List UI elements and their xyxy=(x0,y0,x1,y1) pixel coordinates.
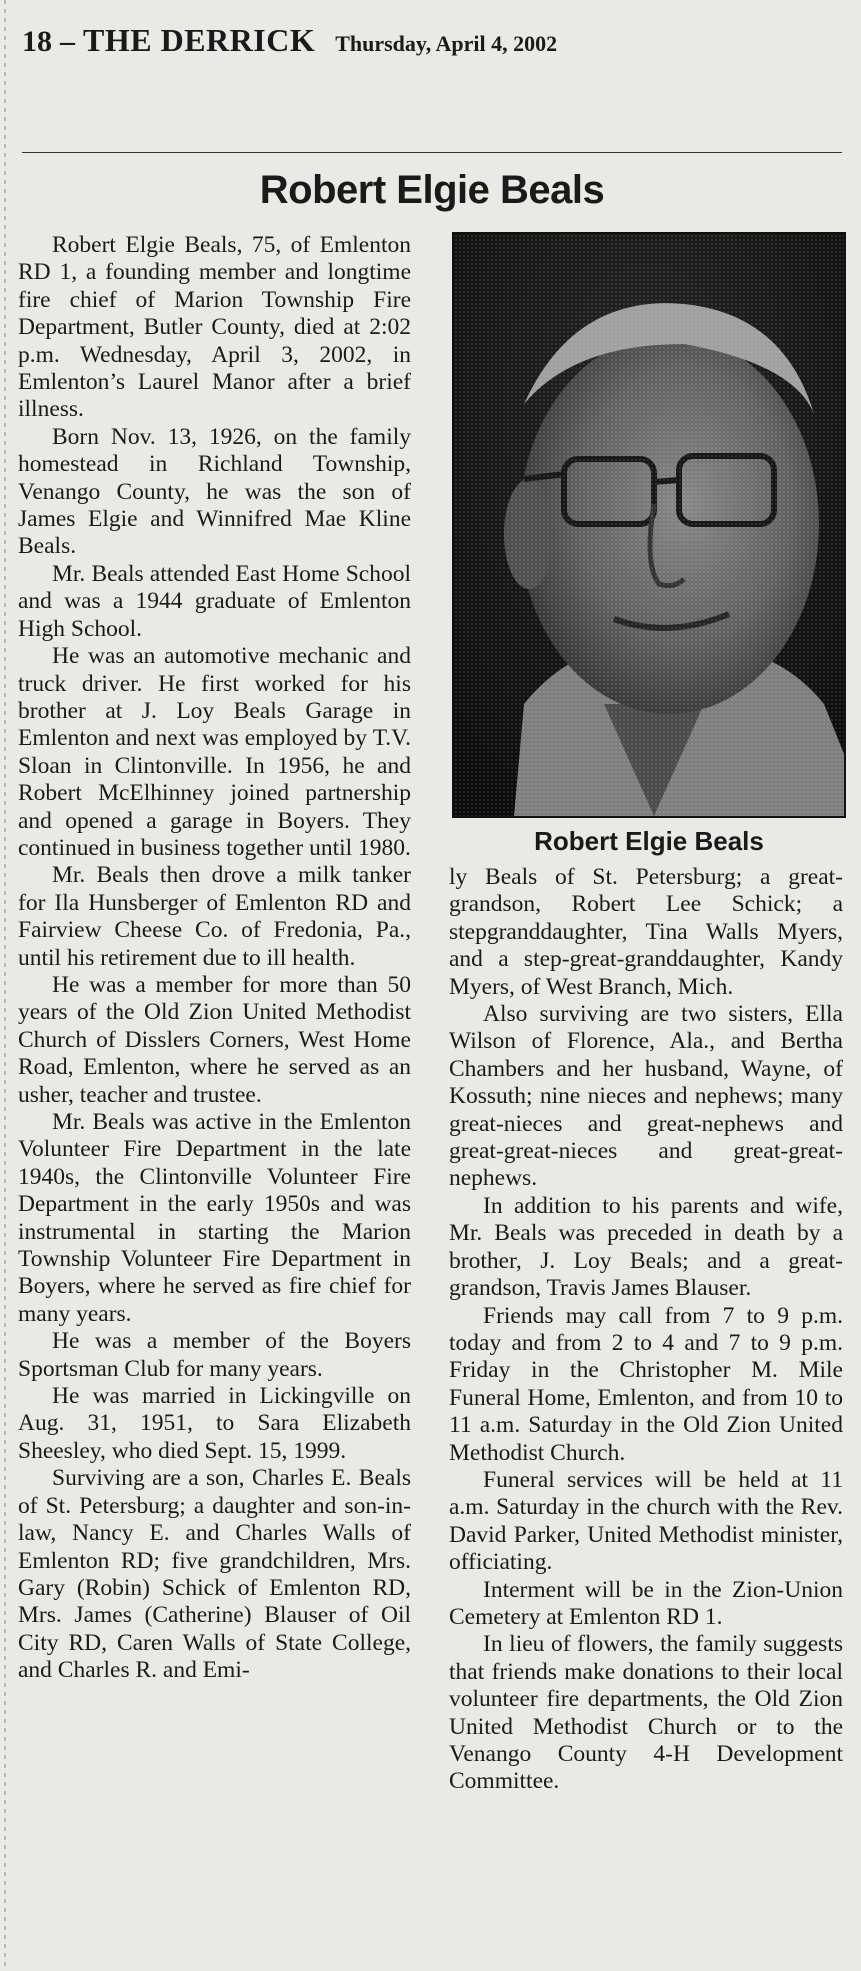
paragraph: He was married in Lickingville on Aug. 31, 1951, to Sara Elizabeth Sheesley, who died Sept. 15, 1999. xyxy=(18,1383,411,1464)
paragraph: In addition to his parents and wife, Mr. Beals was preceded in death by a brother, J. Loy Beals; and a great-grandson, Travis James Blauser. xyxy=(449,1192,843,1302)
header-rule xyxy=(22,152,842,153)
paragraph: He was a member for more than 50 years of the Old Zion United Methodist Church of Disslers Corners, West Home Road, Emlenton, where he served as an usher, teacher and trustee. xyxy=(18,971,411,1108)
paragraph: Surviving are a son, Charles E. Beals of St. Petersburg; a daughter and son-in-law, Nancy E. and Charles Walls of Emlenton RD; five grandchildren, Mrs. Gary (Robin) Schick of Emlenton RD, Mrs. James (Catherine) Blauser of Oil City RD, Caren Walls of State College, and Charles R. and Emi- xyxy=(18,1465,411,1684)
paragraph: Robert Elgie Beals, 75, of Emlenton RD 1, a founding member and longtime fire chief of Marion Township Fire Department, Butler County, died at 2:02 p.m. Wednesday, April 3, 2002, in Emlenton’s Laurel Manor after a brief illness. xyxy=(18,232,411,423)
article-headline: Robert Elgie Beals xyxy=(259,168,605,212)
photo-caption: Robert Elgie Beals xyxy=(534,826,764,856)
right-column xyxy=(449,864,843,1796)
left-column xyxy=(18,232,411,1685)
issue-date: Thursday, April 4, 2002 xyxy=(335,31,558,56)
paragraph: Mr. Beals then drove a milk tanker for Ila Hunsberger of Emlenton RD and Fairview Cheese Co. of Fredonia, Pa., until his retirement due to ill health. xyxy=(18,862,411,971)
page-number: 18 xyxy=(22,25,52,58)
newspaper-name: THE DERRICK xyxy=(83,22,316,58)
paragraph: Born Nov. 13, 1926, on the family homestead in Richland Township, Venango County, he was the son of James Elgie and Winnifred Mae Kline Beals. xyxy=(18,423,411,560)
masthead xyxy=(22,22,842,62)
scan-edge xyxy=(4,0,6,1971)
paragraph: Mr. Beals attended East Home School and was a 1944 graduate of Emlenton High School. xyxy=(18,560,411,642)
paragraph: He was an automotive mechanic and truck driver. He first worked for his brother at J. Loy Beals Garage in Emlenton and next was employed by T.V. Sloan in Clintonville. In 1956, he and Robert McElhinney joined partnership and opened a garage in Boyers. They continued in business together until 1980. xyxy=(18,643,411,861)
paragraph: Also surviving are two sisters, Ella Wilson of Florence, Ala., and Bertha Chambers and her husband, Wayne, of Kossuth; nine nieces and nephews; many great-nieces and great-nephews and great-great-nieces and great-great-nephews. xyxy=(449,1001,843,1192)
portrait-photo-graphic xyxy=(454,234,844,816)
paragraph: Mr. Beals was active in the Emlenton Volunteer Fire Department in the late 1940s, the Clintonville Volunteer Fire Department in the early 1950s and was instrumental in starting the Marion Township Volunteer Fire Department in Boyers, where he served as fire chief for many years. xyxy=(18,1109,411,1327)
paragraph: In lieu of flowers, the family suggests that friends make donations to their local volunteer fire departments, the Old Zion United Methodist Church or to the Venango County 4-H Development Committee. xyxy=(449,1631,843,1795)
paragraph-continuation: ly Beals of St. Petersburg; a great-grandson, Robert Lee Schick; a stepgranddaughter, Tina Walls Myers, and a step-great-granddaughter, Kandy Myers, of West Branch, Mich. xyxy=(449,864,843,1000)
paragraph: Interment will be in the Zion-Union Cemetery at Emlenton RD 1. xyxy=(449,1576,843,1630)
paragraph: Funeral services will be held at 11 a.m. Saturday in the church with the Rev. David Parker, United Methodist minister, officiating. xyxy=(449,1466,843,1576)
paragraph: He was a member of the Boyers Sportsman Club for many years. xyxy=(18,1328,411,1382)
portrait-photo-icon xyxy=(452,232,846,818)
paragraph: Friends may call from 7 to 9 p.m. today and from 2 to 4 and 7 to 9 p.m. Friday in the Christopher M. Mile Funeral Home, Emlenton, and from 10 to 11 a.m. Saturday in the Old Zion United Methodist Church. xyxy=(449,1302,843,1466)
masthead-dash: – xyxy=(60,25,75,58)
